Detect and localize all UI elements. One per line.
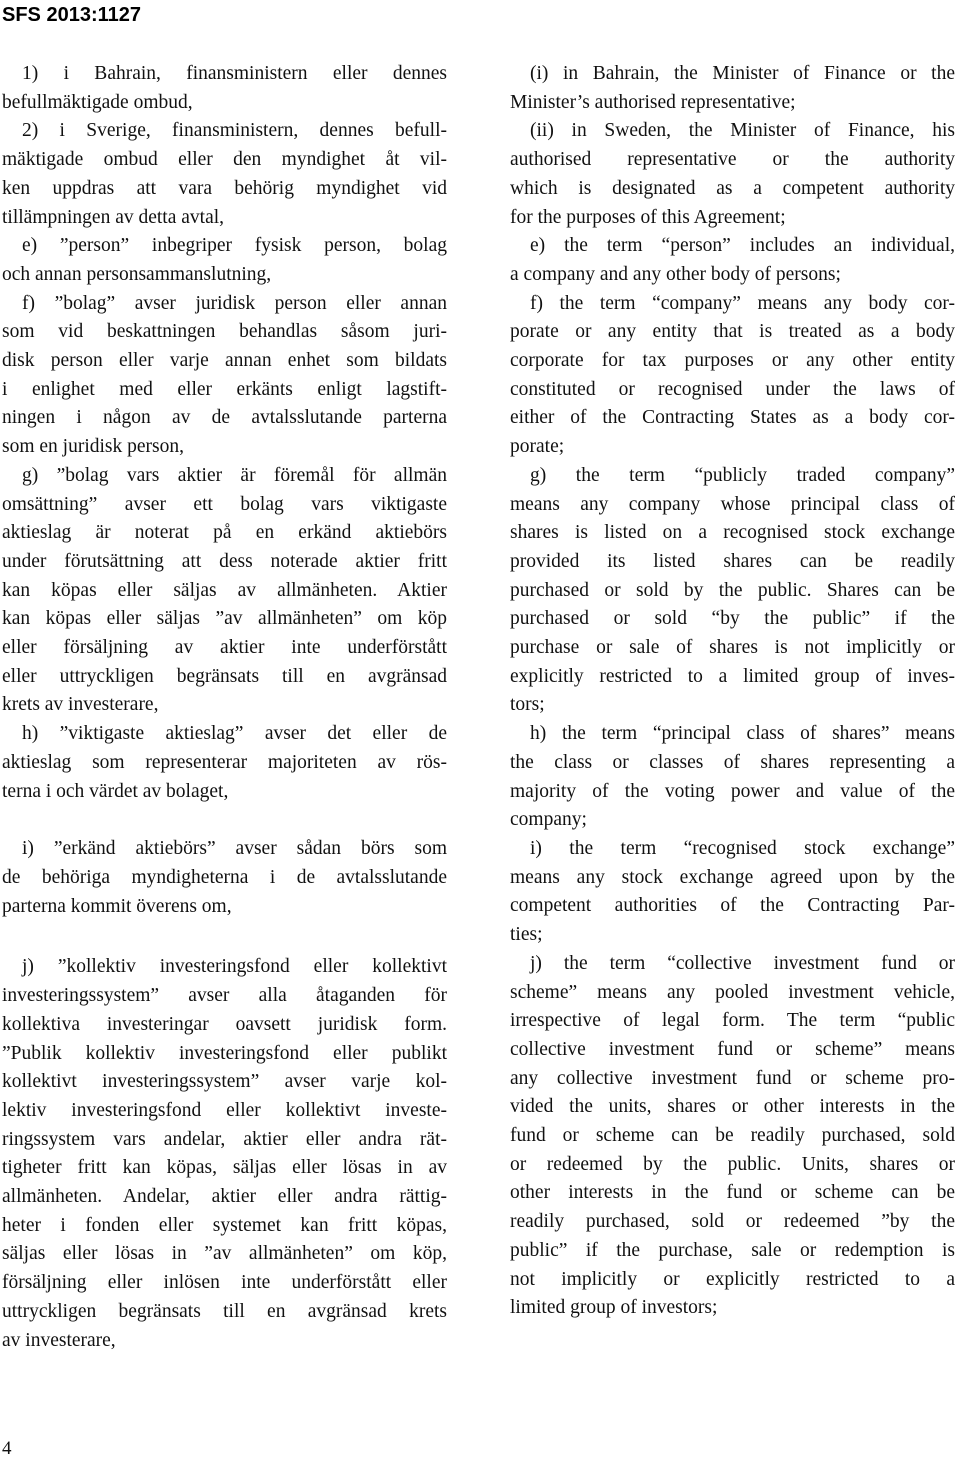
- text-line: f) ”bolag” avser juridisk person eller annan: [22, 292, 447, 314]
- text-line: kan köpas eller säljas ”av allmänheten” om köp: [2, 608, 447, 630]
- text-line: means any company whose principal class of: [510, 493, 955, 515]
- english-text-column: [510, 60, 955, 1323]
- text-line: e) the term “person” includes an individual,: [530, 235, 955, 257]
- text-line: purchase or sale of shares is not implicitly or: [510, 637, 955, 659]
- text-line: h) the term “principal class of shares” means: [530, 723, 955, 745]
- text-line: Minister’s authorised representative;: [510, 91, 796, 113]
- text-line: porate;: [510, 436, 565, 458]
- text-line: allmänheten. Andelar, aktier eller andra rättig-: [2, 1186, 447, 1208]
- text-line: aktieslag är noterat på en erkänd aktiebörs: [2, 522, 447, 544]
- text-line: aktieslag som representerar majoriteten av rös-: [2, 751, 447, 773]
- text-line: investeringssystem” avser alla åtaganden för: [2, 985, 447, 1007]
- text-line: i) the term “recognised stock exchange”: [530, 837, 955, 859]
- text-line: any collective investment fund or scheme pro-: [510, 1067, 955, 1089]
- text-line: vided the units, shares or other interests in the: [510, 1096, 955, 1118]
- document-header: SFS 2013:1127: [2, 4, 141, 26]
- text-line: which is designated as a competent authority: [510, 177, 955, 199]
- text-line: kollektiva investeringar oavsett juridisk form.: [2, 1013, 447, 1035]
- text-line: other interests in the fund or scheme can be: [510, 1182, 955, 1204]
- text-line: means any stock exchange agreed upon by the: [510, 866, 955, 888]
- text-line: 2) i Sverige, finansministern, dennes befull-: [22, 120, 447, 142]
- text-line: lektiv investeringsfond eller kollektivt investe-: [2, 1099, 447, 1121]
- text-line: readily purchased, sold or redeemed ”by the: [510, 1211, 955, 1233]
- text-line: public” if the purchase, sale or redemption is: [510, 1239, 955, 1261]
- text-line: authorised representative or the authority: [510, 149, 955, 171]
- text-line: tillämpningen av detta avtal,: [2, 206, 225, 228]
- text-line: befullmäktigade ombud,: [2, 91, 193, 113]
- text-line: ringssystem vars andelar, aktier eller andra rät-: [2, 1128, 447, 1150]
- text-line: the class or classes of shares representing a: [510, 751, 955, 773]
- text-line: for the purposes of this Agreement;: [510, 206, 786, 228]
- text-line: terna i och värdet av bolaget,: [2, 780, 229, 802]
- text-line: or redeemed by the public. Units, shares or: [510, 1153, 955, 1175]
- text-line: j) the term “collective investment fund or: [530, 952, 955, 974]
- text-line: omsättning” avser ett bolag vars viktigaste: [2, 493, 447, 515]
- text-line: f) the term “company” means any body cor-: [530, 292, 955, 314]
- text-line: ties;: [510, 924, 543, 946]
- text-line: tigheter fritt kan köpas, säljas eller lösas in av: [2, 1157, 447, 1179]
- text-line: i) ”erkänd aktiebörs” avser sådan börs som: [22, 838, 447, 860]
- text-line: collective investment fund or scheme” means: [510, 1038, 955, 1060]
- text-line: porate or any entity that is treated as a body: [510, 321, 955, 343]
- text-line: h) ”viktigaste aktieslag” avser det eller de: [22, 723, 447, 745]
- text-line: majority of the voting power and value of the: [510, 780, 955, 802]
- text-line: j) ”kollektiv investeringsfond eller kollektivt: [22, 956, 447, 978]
- text-line: ”Publik kollektiv investeringsfond eller publikt: [2, 1042, 447, 1064]
- text-line: purchased or sold by the public. Shares can be: [510, 579, 955, 601]
- text-line: uttryckligen begränsats till en avgränsad krets: [2, 1300, 447, 1322]
- text-line: mäktigade ombud eller den myndighet åt vil-: [2, 149, 447, 171]
- text-line: company;: [510, 809, 587, 831]
- text-line: kan köpas eller säljas av allmänheten. Aktier: [2, 579, 447, 601]
- text-line: scheme” means any pooled investment vehicle,: [510, 981, 955, 1003]
- text-line: kollektivt investeringssystem” avser varje kol-: [2, 1071, 447, 1093]
- text-line: irrespective of legal form. The term “public: [510, 1010, 955, 1032]
- text-line: krets av investerare,: [2, 694, 159, 716]
- text-line: eller försäljning av aktier inte underförstått: [2, 637, 447, 659]
- text-line: eller uttryckligen begränsats till en avgränsad: [2, 665, 447, 687]
- page-number: 4: [2, 1438, 12, 1459]
- text-line: (i) in Bahrain, the Minister of Finance or the: [530, 63, 955, 84]
- text-line: tors;: [510, 694, 545, 716]
- text-line: under förutsättning att dess noterade aktier fritt: [2, 550, 447, 572]
- text-line: a company and any other body of persons;: [510, 263, 841, 285]
- text-line: och annan personsammanslutning,: [2, 263, 272, 285]
- text-line: provided its listed shares can be readily: [510, 550, 955, 572]
- text-line: shares is listed on a recognised stock exchange: [510, 522, 955, 544]
- text-line: ningen i någon av de avtalsslutande parterna: [2, 407, 447, 429]
- text-line: heter i fonden eller systemet kan fritt köpas,: [2, 1214, 447, 1236]
- text-line: explicitly restricted to a limited group of inves-: [510, 665, 955, 687]
- text-line: disk person eller varje annan enhet som bildats: [2, 350, 447, 372]
- text-line: parterna kommit överens om,: [2, 895, 232, 917]
- text-line: constituted or recognised under the laws of: [510, 378, 955, 400]
- text-line: ken uppdras att vara behörig myndighet vid: [2, 177, 447, 199]
- swedish-text-column: [2, 60, 447, 1355]
- text-line: de behöriga myndigheterna i de avtalsslutande: [2, 866, 447, 888]
- text-line: fund or scheme can be readily purchased, sold: [510, 1125, 955, 1147]
- text-line: g) ”bolag vars aktier är föremål för allmän: [22, 464, 447, 486]
- text-line: 1) i Bahrain, finansministern eller dennes: [22, 63, 447, 84]
- text-line: försäljning eller inlösen inte underförstått eller: [2, 1272, 447, 1294]
- text-line: i enlighet med eller erkänts enligt lagstift-: [2, 378, 447, 400]
- text-line: som en juridisk person,: [2, 436, 184, 458]
- text-line: g) the term “publicly traded company”: [530, 464, 955, 486]
- text-line: e) ”person” inbegriper fysisk person, bolag: [22, 235, 447, 257]
- text-line: som vid beskattningen behandlas såsom juri-: [2, 321, 447, 343]
- text-line: either of the Contracting States as a body cor-: [510, 407, 955, 429]
- text-line: säljas eller lösas in ”av allmänheten” om köp,: [2, 1243, 447, 1265]
- text-line: corporate for tax purposes or any other entity: [510, 350, 955, 372]
- text-line: av investerare,: [2, 1329, 116, 1351]
- text-line: purchased or sold “by the public” if the: [510, 608, 955, 630]
- text-line: competent authorities of the Contracting Par-: [510, 895, 955, 917]
- text-line: limited group of investors;: [510, 1297, 718, 1319]
- text-line: (ii) in Sweden, the Minister of Finance, his: [530, 120, 955, 142]
- text-line: not implicitly or explicitly restricted to a: [510, 1268, 955, 1290]
